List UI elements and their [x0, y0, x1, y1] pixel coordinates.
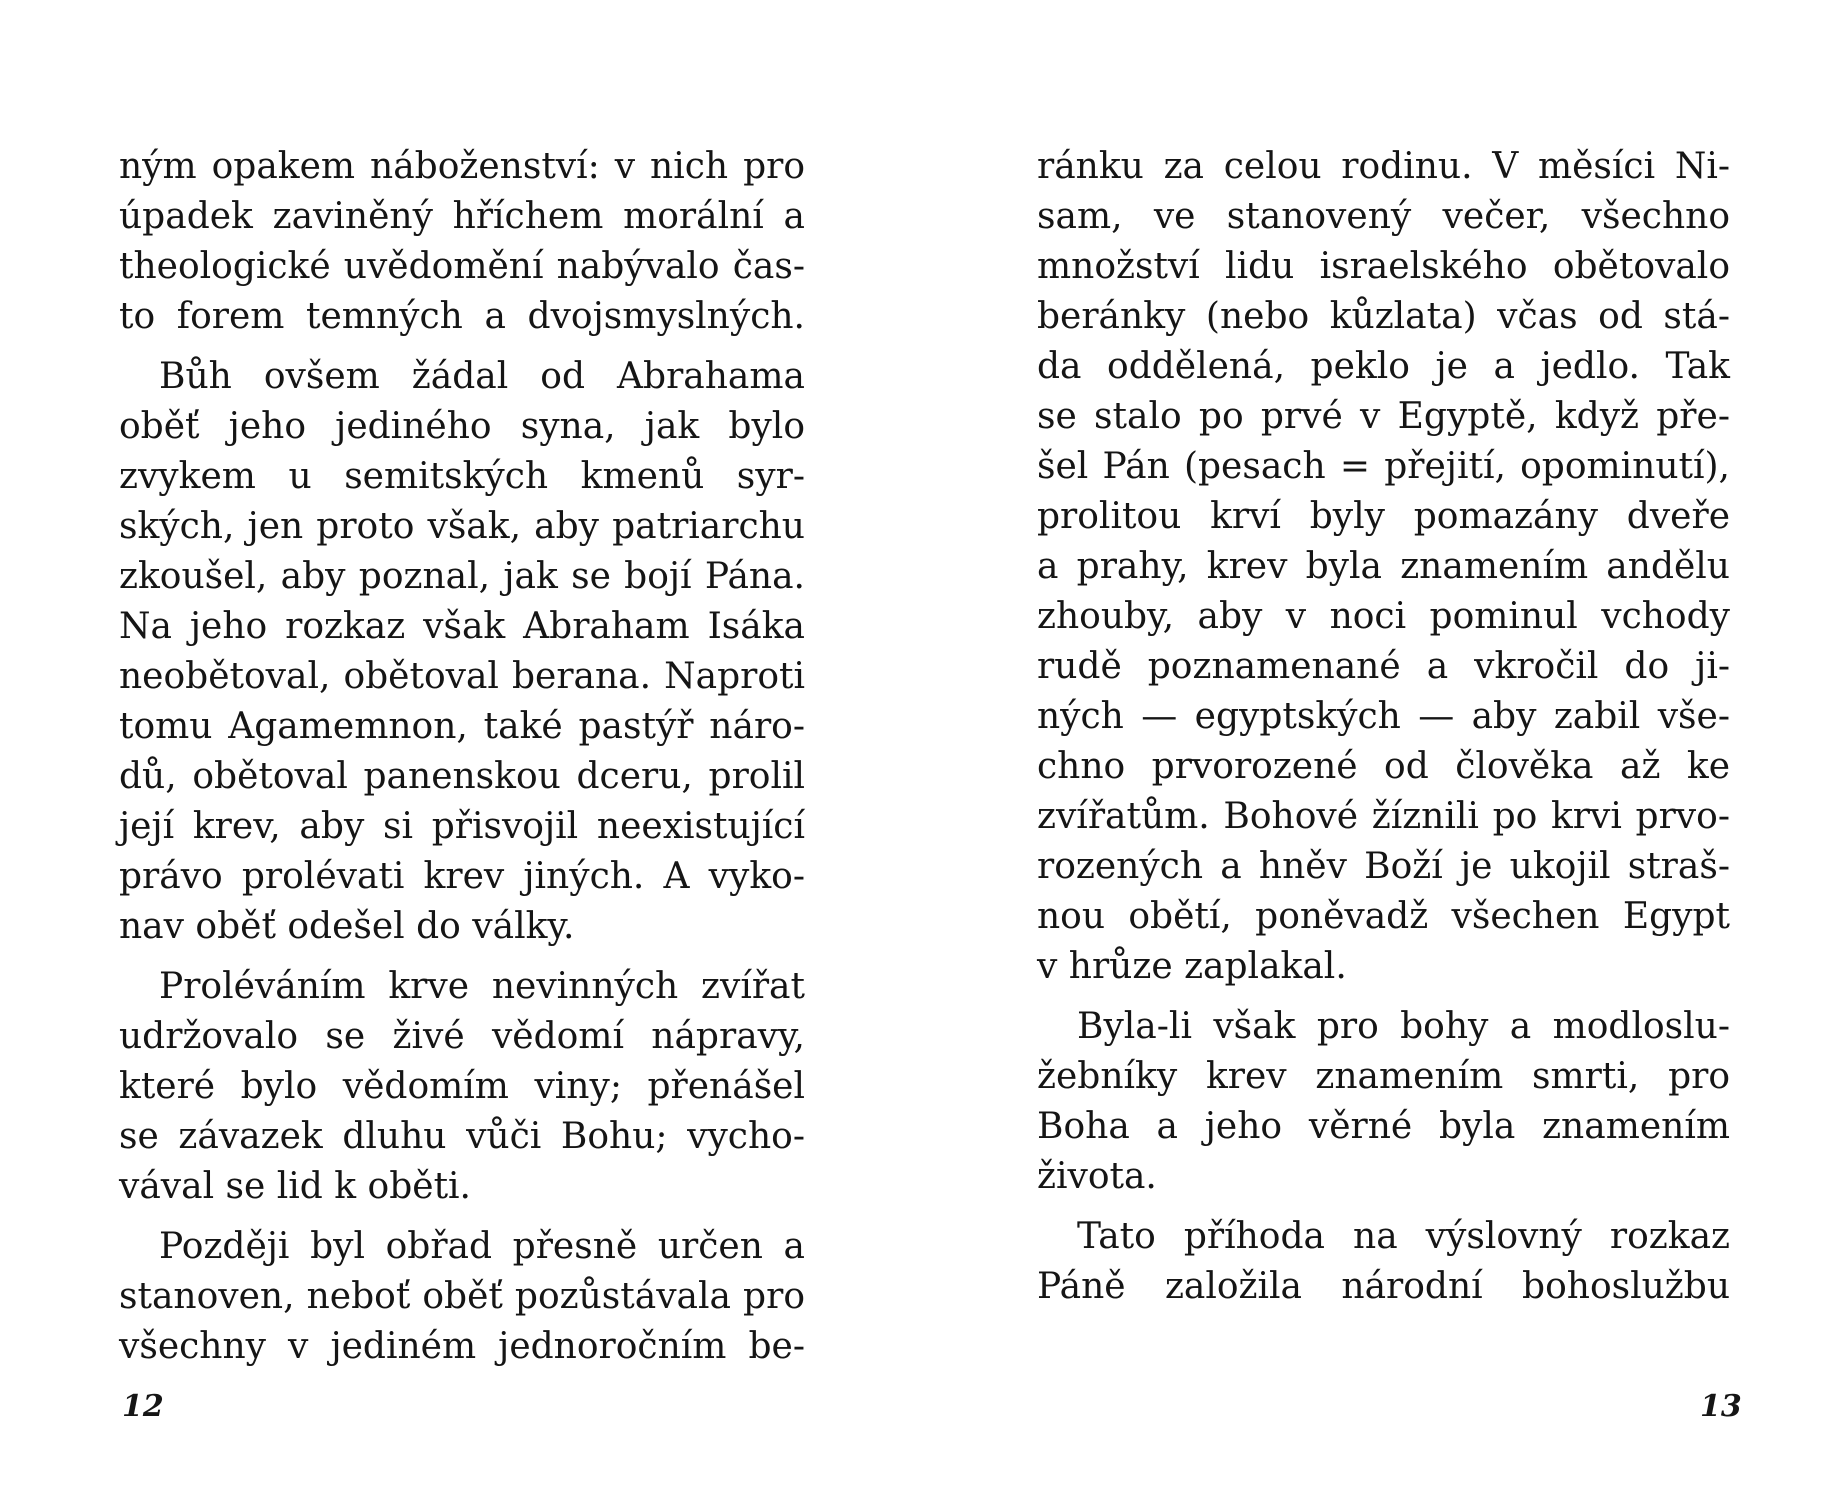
page-number: 12 [122, 1389, 164, 1424]
text-line: tomu Agamemnon, také pastýř náro- [119, 706, 805, 747]
text-line: da oddělená, peklo je a jedlo. Tak [1037, 346, 1730, 387]
text-line: zvykem u semitských kmenů syr- [119, 456, 805, 497]
text-line: oběť jeho jediného syna, jak bylo [119, 406, 805, 447]
text-line: úpadek zaviněný hříchem morální a [119, 196, 805, 237]
text-line: její krev, aby si přisvojil neexistující [119, 806, 805, 847]
text-line: sam, ve stanovený večer, všechno [1037, 196, 1730, 237]
text-line: to forem temných a dvojsmyslných. [119, 296, 805, 337]
text-line: Páně založila národní bohoslužbu [1037, 1266, 1730, 1307]
text-line: dů, obětoval panenskou dceru, prolil [119, 756, 805, 797]
text-line: života. [1037, 1156, 1157, 1197]
text-line: Na jeho rozkaz však Abraham Isáka [119, 606, 805, 647]
text-line: šel Pán (pesach = přejití, opominutí), [1037, 446, 1730, 487]
text-line: Tato příhoda na výslovný rozkaz [1077, 1216, 1730, 1257]
paragraph [1037, 142, 1730, 992]
text-line: udržovalo se živé vědomí nápravy, [119, 1016, 805, 1057]
text-line: ných — egyptských — aby zabil vše- [1037, 696, 1730, 737]
text-line: ránku za celou rodinu. V měsíci Ni- [1037, 146, 1730, 187]
text-line: se stalo po prvé v Egyptě, když pře- [1037, 396, 1730, 437]
text-line: žebníky krev znamením smrti, pro [1037, 1056, 1730, 1097]
text-line: Boha a jeho věrné byla znamením [1037, 1106, 1730, 1147]
text-line: beránky (nebo kůzlata) včas od stá- [1037, 296, 1730, 337]
text-line: Bůh ovšem žádal od Abrahama [159, 356, 805, 397]
paragraph [119, 1222, 805, 1372]
right-page-text [1037, 142, 1730, 1312]
text-line: právo prolévati krev jiných. A vyko- [119, 856, 805, 897]
text-line: v hrůze zaplakal. [1037, 946, 1347, 987]
text-line: neobětoval, obětoval berana. Naproti [119, 656, 805, 697]
text-line: všechny v jediném jednoročním be- [119, 1326, 805, 1367]
paragraph [119, 962, 805, 1212]
text-line: theologické uvědomění nabývalo čas- [119, 246, 805, 287]
paragraph [119, 142, 805, 342]
text-line: Byla-li však pro bohy a modloslu- [1077, 1006, 1730, 1047]
text-line: zhouby, aby v noci pominul vchody [1037, 596, 1730, 637]
text-line: nav oběť odešel do války. [119, 906, 575, 947]
paragraph [1037, 1002, 1730, 1202]
text-line: stanoven, neboť oběť pozůstávala pro [119, 1276, 805, 1317]
left-page-text [119, 142, 805, 1372]
text-line: vával se lid k oběti. [119, 1166, 472, 1207]
text-line: rozených a hněv Boží je ukojil straš- [1037, 846, 1730, 887]
text-line: a prahy, krev byla znamením andělu [1037, 546, 1730, 587]
text-line: chno prvorozené od člověka až ke [1037, 746, 1730, 787]
page-number: 13 [1700, 1389, 1742, 1424]
text-line: rudě poznamenané a vkročil do ji- [1037, 646, 1730, 687]
text-line: ným opakem náboženství: v nich pro [119, 146, 805, 187]
text-line: množství lidu israelského obětovalo [1037, 246, 1730, 287]
paragraph [1037, 1212, 1730, 1312]
paragraph [119, 352, 805, 952]
text-line: zvířatům. Bohové žíznili po krvi prvo- [1037, 796, 1730, 837]
text-line: zkoušel, aby poznal, jak se bojí Pána. [119, 556, 805, 597]
text-line: ských, jen proto však, aby patriarchu [119, 506, 805, 547]
text-line: které bylo vědomím viny; přenášel [119, 1066, 805, 1107]
text-line: Později byl obřad přesně určen a [159, 1226, 805, 1267]
text-line: nou obětí, poněvadž všechen Egypt [1037, 896, 1730, 937]
text-line: prolitou krví byly pomazány dveře [1037, 496, 1730, 537]
text-line: se závazek dluhu vůči Bohu; vycho- [119, 1116, 805, 1157]
text-line: Proléváním krve nevinných zvířat [159, 966, 805, 1007]
